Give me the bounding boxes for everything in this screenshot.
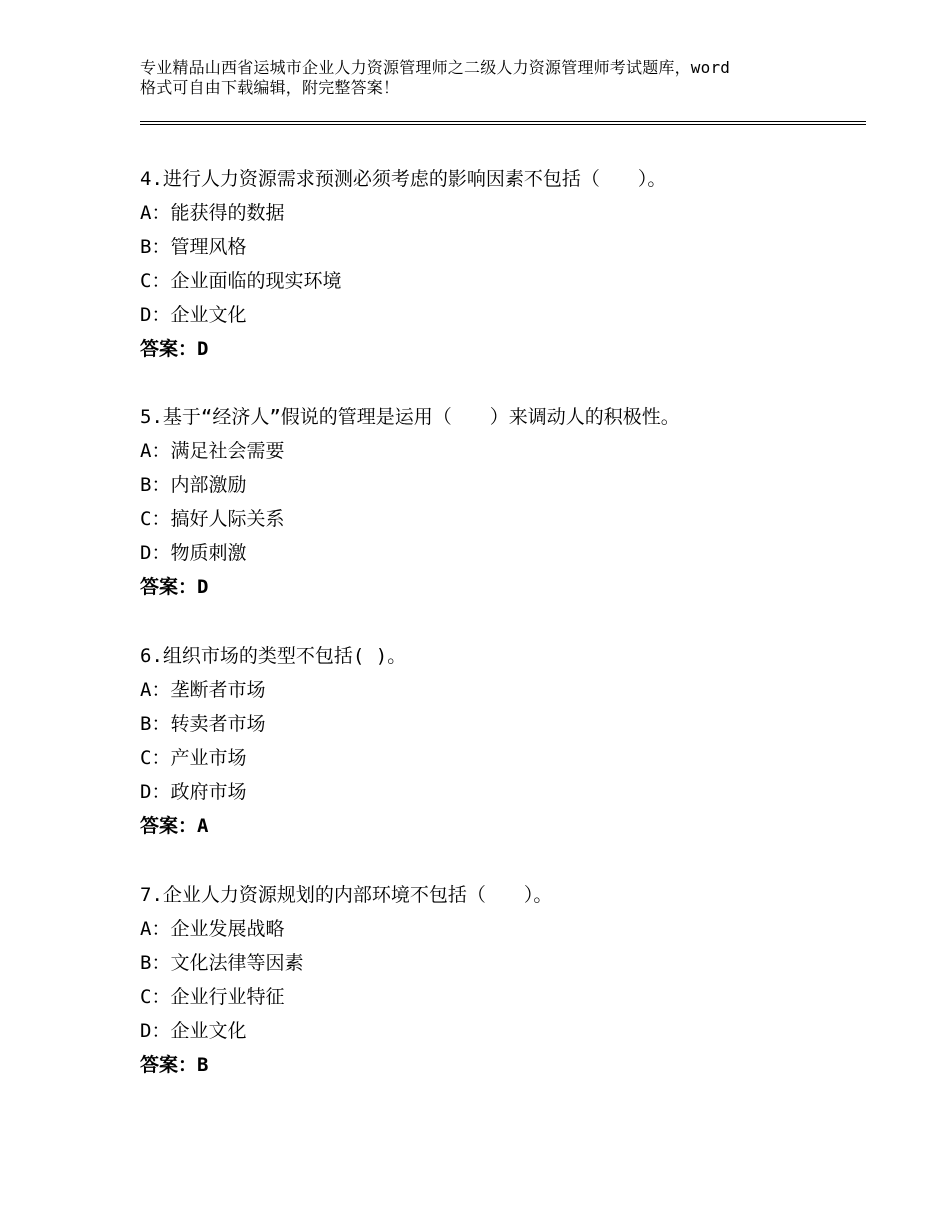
header-divider-bottom bbox=[140, 124, 866, 125]
option-a: A：满足社会需要 bbox=[140, 440, 285, 462]
question-title: 5.基于“经济人”假说的管理是运用（ ）来调动人的积极性。 bbox=[140, 406, 680, 428]
answer: 答案：B bbox=[140, 1054, 209, 1076]
question-title: 6.组织市场的类型不包括( )。 bbox=[140, 645, 407, 667]
document-header bbox=[140, 58, 830, 98]
option-c: C：企业面临的现实环境 bbox=[140, 270, 342, 292]
option-a: A：能获得的数据 bbox=[140, 202, 285, 224]
header-divider-top bbox=[140, 121, 866, 122]
header-line-2: 格式可自由下载编辑，附完整答案！ bbox=[140, 78, 400, 97]
option-d: D：企业文化 bbox=[140, 1020, 247, 1042]
option-d: D：物质刺激 bbox=[140, 542, 247, 564]
option-d: D：企业文化 bbox=[140, 304, 247, 326]
question-title: 4.进行人力资源需求预测必须考虑的影响因素不包括（ ）。 bbox=[140, 168, 667, 190]
question-6 bbox=[140, 639, 840, 843]
question-title: 7.企业人力资源规划的内部环境不包括（ ）。 bbox=[140, 884, 553, 906]
answer: 答案：D bbox=[140, 576, 209, 598]
option-b: B：内部激励 bbox=[140, 474, 247, 496]
header-line-1: 专业精品山西省运城市企业人力资源管理师之二级人力资源管理师考试题库，word bbox=[140, 58, 731, 77]
question-5 bbox=[140, 400, 840, 604]
option-c: C：企业行业特征 bbox=[140, 986, 285, 1008]
option-c: C：产业市场 bbox=[140, 747, 247, 769]
option-a: A：垄断者市场 bbox=[140, 679, 266, 701]
answer: 答案：A bbox=[140, 815, 209, 837]
option-c: C：搞好人际关系 bbox=[140, 508, 285, 530]
option-b: B：管理风格 bbox=[140, 236, 247, 258]
question-7 bbox=[140, 878, 840, 1082]
question-4 bbox=[140, 162, 840, 366]
option-d: D：政府市场 bbox=[140, 781, 247, 803]
answer: 答案：D bbox=[140, 338, 209, 360]
option-a: A：企业发展战略 bbox=[140, 918, 285, 940]
option-b: B：文化法律等因素 bbox=[140, 952, 304, 974]
option-b: B：转卖者市场 bbox=[140, 713, 266, 735]
